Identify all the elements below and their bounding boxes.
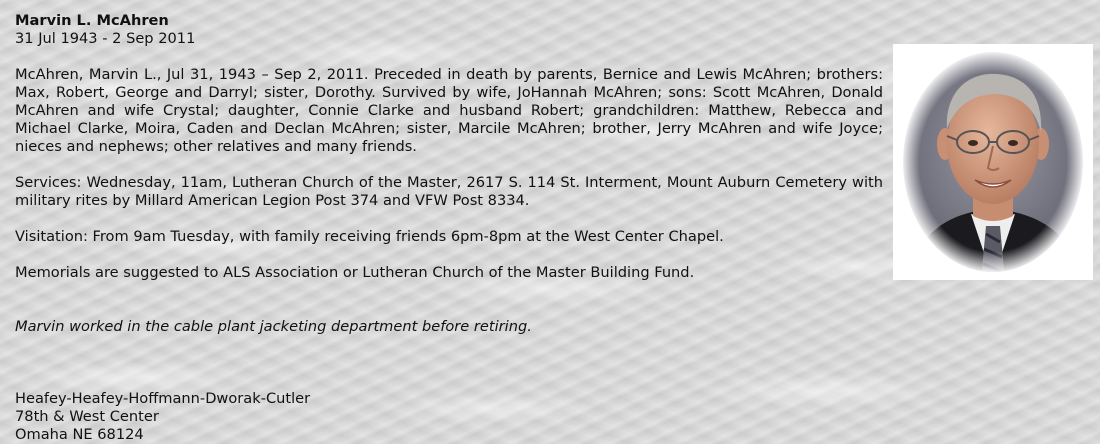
- funeral-home-address-line2: Omaha NE 68124: [15, 426, 144, 443]
- portrait-photo: [893, 44, 1093, 280]
- obituary-paragraph-services: Services: Wednesday, 11am, Lutheran Church of the Master, 2617 S. 114 St. Interment, Mount Auburn Cemetery with military rites by Millard American Legion Post 374 and VFW Post 8334.: [15, 174, 883, 209]
- funeral-home-name: Heafey-Heafey-Hoffmann-Dworak-Cutler: [15, 390, 311, 407]
- funeral-home: [15, 390, 883, 444]
- obituary-note: Marvin worked in the cable plant jacketing department before retiring.: [15, 318, 532, 335]
- deceased-name: Marvin L. McAhren: [15, 12, 169, 29]
- obituary-paragraph-family: McAhren, Marvin L., Jul 31, 1943 – Sep 2, 2011. Preceded in death by parents, Bernice and Lewis McAhren; brothers: Max, Robert, George and Darryl; sister, Dorothy. Survived by wife, JoHannah McAhren; sons: Scott McAhren, Donald McAhren and wife Crystal; daughter, Connie Clarke and husband Robert; grandchildren: Matthew, Rebecca and Michael Clarke, Moira, Caden and Declan McAhren; sister, Marcile McAhren; brother, Jerry McAhren and wife Joyce; nieces and nephews; other relatives and many friends.: [15, 66, 883, 155]
- obituary-paragraph-memorials: Memorials are suggested to ALS Association or Lutheran Church of the Master Building Fund.: [15, 264, 695, 281]
- portrait-illustration: [893, 44, 1093, 280]
- funeral-home-address-line1: 78th & West Center: [15, 408, 159, 425]
- life-dates: 31 Jul 1943 - 2 Sep 2011: [15, 30, 196, 47]
- obituary-content: [15, 12, 883, 444]
- obituary-paragraph-visitation: Visitation: From 9am Tuesday, with family receiving friends 6pm-8pm at the West Center Chapel.: [15, 228, 724, 245]
